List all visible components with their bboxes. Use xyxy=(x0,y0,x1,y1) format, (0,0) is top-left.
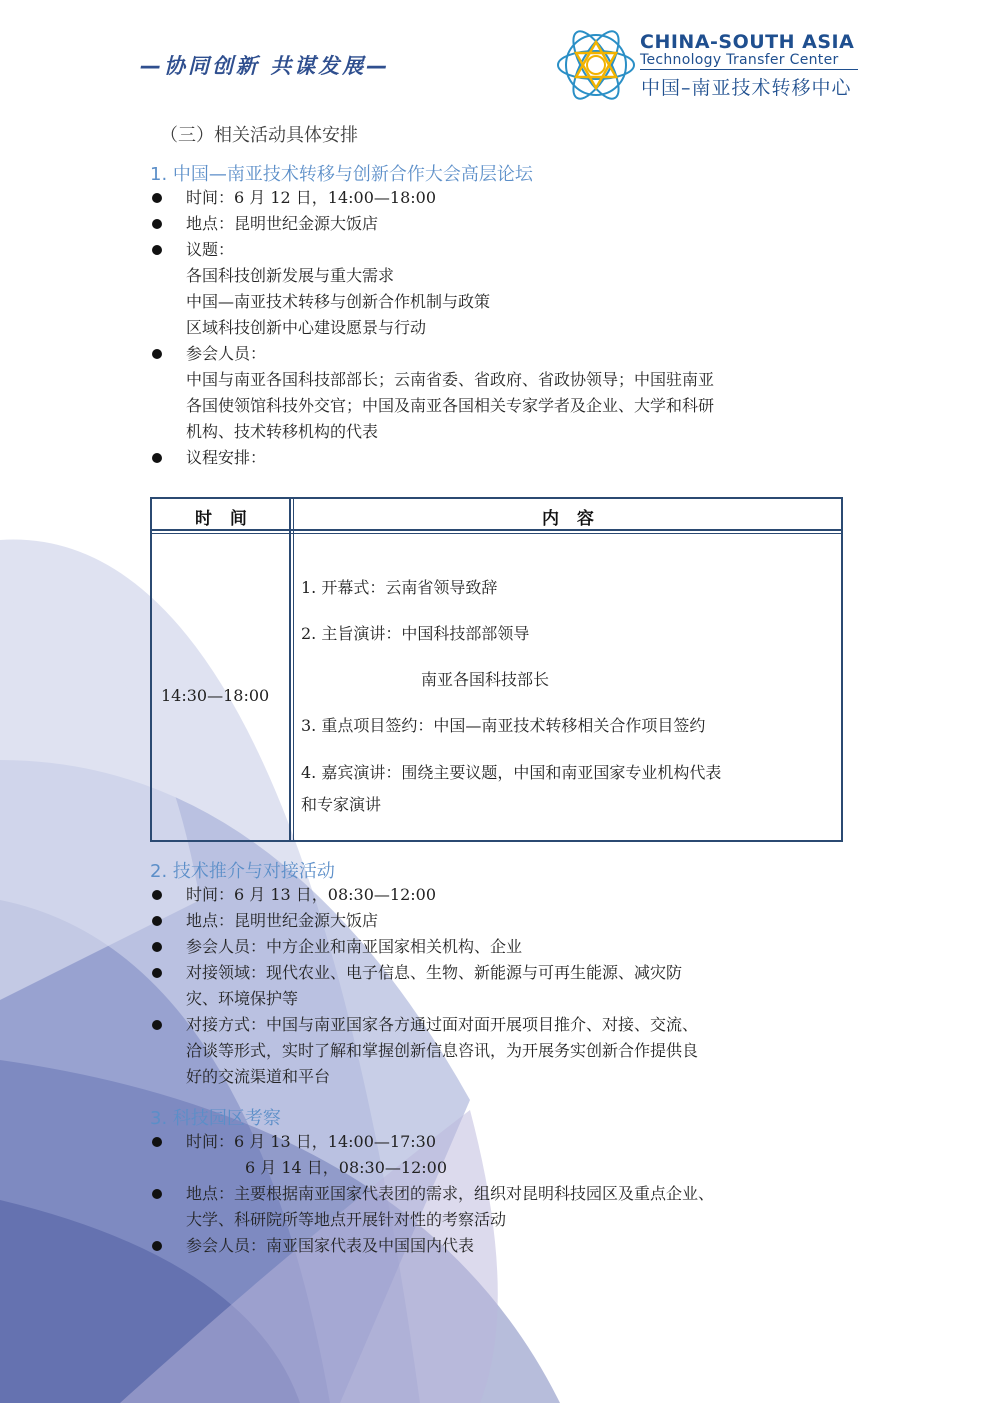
table-header-rule xyxy=(150,533,843,534)
part3-participants: 参会人员：南亚国家代表及中国国内代表 xyxy=(186,1236,475,1255)
part2-mode-line: 洽谈等形式，实时了解和掌握创新信息咨讯，为开展务实创新合作提供良 xyxy=(186,1041,699,1060)
part1-topics-label: 议题： xyxy=(186,240,235,259)
part1-agenda-label: 议程安排： xyxy=(186,448,267,467)
part2-fields-line: 灾、环境保护等 xyxy=(186,989,299,1008)
part1-participants-label: 参会人员： xyxy=(186,344,267,363)
part3-time2: 6 月 14 日，08:30—12:00 xyxy=(245,1158,448,1177)
bullet-icon xyxy=(152,193,162,203)
header-slogan: —协同创新 共谋发展— xyxy=(140,54,391,78)
bullet-icon xyxy=(152,1241,162,1251)
part3-venue-line: 大学、科研院所等地点开展针对性的考察活动 xyxy=(186,1210,507,1229)
part2-mode-line: 好的交流渠道和平台 xyxy=(186,1067,331,1086)
part1-time: 时间：6 月 12 日，14:00—18:00 xyxy=(186,188,437,207)
bullet-icon xyxy=(152,349,162,359)
bullet-icon xyxy=(152,245,162,255)
logo-icon xyxy=(555,24,637,106)
part2-time: 时间：6 月 13 日，08:30—12:00 xyxy=(186,885,437,904)
bullet-icon xyxy=(152,1137,162,1147)
bullet-icon xyxy=(152,219,162,229)
table-header-rule xyxy=(150,529,843,531)
part1-venue: 地点：昆明世纪金源大饭店 xyxy=(186,214,379,233)
part3-time: 时间：6 月 13 日，14:00—17:30 xyxy=(186,1132,437,1151)
agenda-table xyxy=(150,497,843,842)
table-header-time: 时 间 xyxy=(195,509,253,529)
agenda-item: 和专家演讲 xyxy=(301,795,382,814)
table-column-rule xyxy=(293,497,294,842)
part2-venue: 地点：昆明世纪金源大饭店 xyxy=(186,911,379,930)
participants-line: 中国与南亚各国科技部部长；云南省委、省政府、省政协领导；中国驻南亚 xyxy=(186,370,715,389)
section-title: （三）相关活动具体安排 xyxy=(160,125,358,146)
logo-text-en-line1: CHINA-SOUTH ASIA xyxy=(640,31,855,53)
table-cell-time: 14:30—18:00 xyxy=(161,686,270,705)
part1-heading: 1. 中国—南亚技术转移与创新合作大会高层论坛 xyxy=(150,164,533,185)
agenda-item: 2. 主旨演讲：中国科技部部领导 xyxy=(301,624,530,643)
bullet-icon xyxy=(152,890,162,900)
topic-line: 中国—南亚技术转移与创新合作机制与政策 xyxy=(186,292,491,311)
table-column-rule xyxy=(289,497,291,842)
bullet-icon xyxy=(152,1189,162,1199)
part2-heading: 2. 技术推介与对接活动 xyxy=(150,861,335,882)
participants-line: 机构、技术转移机构的代表 xyxy=(186,422,379,441)
topic-line: 区域科技创新中心建设愿景与行动 xyxy=(186,318,427,337)
part3-venue-line: 地点：主要根据南亚国家代表团的需求，组织对昆明科技园区及重点企业、 xyxy=(186,1184,715,1203)
agenda-item: 4. 嘉宾演讲：围绕主要议题，中国和南亚国家专业机构代表 xyxy=(301,763,722,782)
logo-text-en-line2: Technology Transfer Center xyxy=(640,52,839,68)
topic-line: 各国科技创新发展与重大需求 xyxy=(186,266,395,285)
bullet-icon xyxy=(152,942,162,952)
part2-fields-line: 对接领域：现代农业、电子信息、生物、新能源与可再生能源、减灾防 xyxy=(186,963,683,982)
participants-line: 各国使领馆科技外交官；中国及南亚各国相关专家学者及企业、大学和科研 xyxy=(186,396,715,415)
bullet-icon xyxy=(152,1020,162,1030)
agenda-item: 1. 开幕式：云南省领导致辞 xyxy=(301,578,498,597)
logo-text-cn: 中国–南亚技术转移中心 xyxy=(641,77,852,99)
bullet-icon xyxy=(152,968,162,978)
bullet-icon xyxy=(152,453,162,463)
agenda-item: 3. 重点项目签约：中国—南亚技术转移相关合作项目签约 xyxy=(301,716,706,735)
table-header-content: 内 容 xyxy=(542,509,600,529)
agenda-item: 南亚各国科技部长 xyxy=(421,670,550,689)
logo-divider xyxy=(640,69,858,70)
part2-participants: 参会人员：中方企业和南亚国家相关机构、企业 xyxy=(186,937,523,956)
part3-heading: 3. 科技园区考察 xyxy=(150,1108,281,1129)
part2-mode-line: 对接方式：中国与南亚国家各方通过面对面开展项目推介、对接、交流、 xyxy=(186,1015,699,1034)
bullet-icon xyxy=(152,916,162,926)
